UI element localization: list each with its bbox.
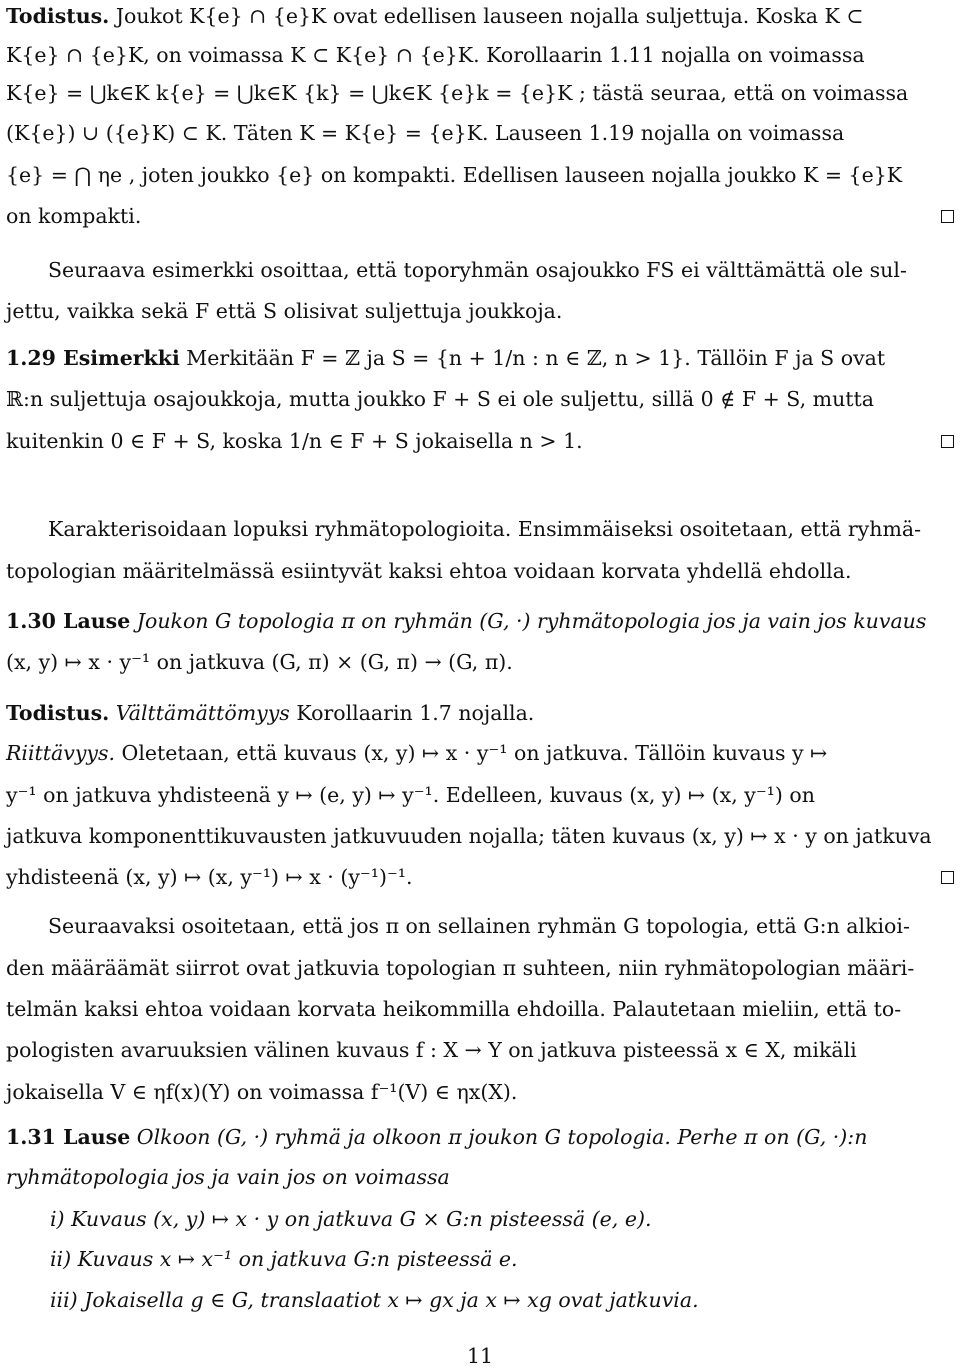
- paragraph-line: telmän kaksi ehtoa voidaan korvata heikommilla ehdoilla. Palautetaan mieliin, että to-: [6, 997, 902, 1021]
- theorem-item-iii: iii) Jokaisella g ∈ G, translaatiot x ↦ gx ja x ↦ xg ovat jatkuvia.: [50, 1288, 699, 1312]
- paragraph-line: jokaisella V ∈ ηf(x)(Y) on voimassa f⁻¹(V) ∈ ηx(X).: [6, 1080, 518, 1104]
- example-heading-line: 1.29 Esimerkki Merkitään F = ℤ ja S = {n + 1/n : n ∈ ℤ, n > 1}. Tällöin F ja S ovat: [6, 346, 886, 370]
- paragraph-line: Karakterisoidaan lopuksi ryhmätopologioita. Ensimmäiseksi osoitetaan, että ryhmä-: [48, 517, 922, 541]
- paragraph-line: topologian määritelmässä esiintyvät kaksi ehtoa voidaan korvata yhdellä ehdolla.: [6, 559, 852, 583]
- proof-line: Riittävyys. Oletetaan, että kuvaus (x, y) ↦ x · y⁻¹ on jatkuva. Tällöin kuvaus y ↦: [6, 741, 828, 765]
- page-number: 11: [466, 1344, 494, 1368]
- proof-line-2: K{e} ∩ {e}K, on voimassa K ⊂ K{e} ∩ {e}K. Korollaarin 1.11 nojalla on voimassa: [6, 43, 865, 67]
- theorem-line: (x, y) ↦ x · y⁻¹ on jatkuva (G, π) × (G, π) → (G, π).: [6, 650, 513, 674]
- proof-line-4: (K{e}) ∪ ({e}K) ⊂ K. Täten K = K{e} = {e}K. Lauseen 1.19 nojalla on voimassa: [6, 121, 845, 145]
- proof-line-1: Todistus. Joukot K{e} ∩ {e}K ovat edellisen lauseen nojalla suljettuja. Koska K ⊂: [6, 4, 864, 28]
- paragraph-line: Seuraavaksi osoitetaan, että jos π on sellainen ryhmän G topologia, että G:n alkioi-: [48, 914, 910, 938]
- theorem-heading-line: 1.30 Lause Joukon G topologia π on ryhmän (G, ·) ryhmätopologia jos ja vain jos kuvaus: [6, 609, 927, 633]
- theorem-heading-line: 1.31 Lause Olkoon (G, ·) ryhmä ja olkoon π joukon G topologia. Perhe π on (G, ·):n: [6, 1125, 868, 1149]
- paragraph-line: den määräämät siirrot ovat jatkuvia topologian π suhteen, niin ryhmätopologian määri-: [6, 956, 915, 980]
- qed-square: [941, 210, 954, 223]
- theorem-item-ii: ii) Kuvaus x ↦ x⁻¹ on jatkuva G:n pisteessä e.: [50, 1247, 518, 1271]
- qed-square: [941, 871, 954, 884]
- paragraph-line: pologisten avaruuksien välinen kuvaus f : X → Y on jatkuva pisteessä x ∈ X, mikäli: [6, 1038, 857, 1062]
- paragraph-line: Seuraava esimerkki osoittaa, että toporyhmän osajoukko FS ei välttämättä ole sul-: [48, 258, 907, 282]
- proof-line-6: on kompakti.: [6, 204, 142, 228]
- proof-line-5: {e} = ⋂ ηe , joten joukko {e} on kompakti. Edellisen lauseen nojalla joukko K = {e}K: [6, 163, 903, 187]
- proof-line: yhdisteenä (x, y) ↦ (x, y⁻¹) ↦ x · (y⁻¹)⁻¹.: [6, 865, 413, 889]
- example-line: ℝ:n suljettuja osajoukkoja, mutta joukko F + S ei ole suljettu, sillä 0 ∉ F + S, mutta: [6, 387, 874, 411]
- proof-heading-line: Todistus. Välttämättömyys Korollaarin 1.7 nojalla.: [6, 701, 535, 725]
- proof-line: y⁻¹ on jatkuva yhdisteenä y ↦ (e, y) ↦ y⁻¹. Edelleen, kuvaus (x, y) ↦ (x, y⁻¹) on: [6, 783, 815, 807]
- proof-line-3: K{e} = ⋃k∈K k{e} = ⋃k∈K {k} = ⋃k∈K {e}k = {e}K ; tästä seuraa, että on voimassa: [6, 81, 909, 105]
- theorem-item-i: i) Kuvaus (x, y) ↦ x · y on jatkuva G × G:n pisteessä (e, e).: [50, 1207, 652, 1231]
- proof-line: jatkuva komponenttikuvausten jatkuvuuden nojalla; täten kuvaus (x, y) ↦ x · y on jatkuva: [6, 824, 932, 848]
- paragraph-line: jettu, vaikka sekä F että S olisivat suljettuja joukkoja.: [6, 299, 563, 323]
- example-line: kuitenkin 0 ∈ F + S, koska 1/n ∈ F + S jokaisella n > 1.: [6, 429, 583, 453]
- theorem-line: ryhmätopologia jos ja vain jos on voimassa: [6, 1165, 450, 1189]
- qed-square: [941, 435, 954, 448]
